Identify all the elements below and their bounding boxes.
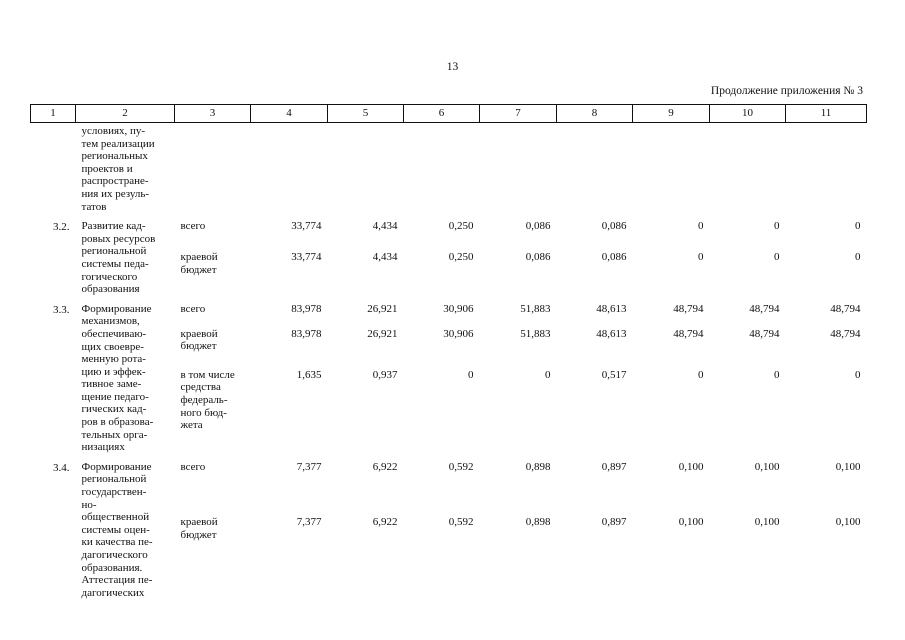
- amount-cell: 0,517: [601, 368, 627, 381]
- empty-cell: [404, 123, 480, 214]
- amount-cell: 48,794: [673, 302, 704, 315]
- column-number: 4: [251, 105, 328, 123]
- column-number: 5: [328, 105, 404, 123]
- amount-cell: 0,100: [754, 515, 780, 528]
- amount-cell: 0,086: [525, 251, 551, 263]
- item-name-line: тем реализации: [81, 137, 155, 150]
- column-number: 1: [31, 105, 76, 123]
- amount-cell: 0: [774, 251, 780, 263]
- empty-cell: [633, 123, 710, 214]
- funding-source-line: федераль-: [180, 393, 228, 406]
- amount-cell: 0: [774, 368, 780, 381]
- empty-cell: [786, 123, 867, 214]
- item-name-line: региональных: [81, 150, 148, 163]
- amount-cell: 0: [698, 251, 704, 263]
- item-name-line: щих своевре-: [81, 340, 144, 353]
- funding-source-line: краевой: [180, 515, 218, 528]
- item-name-line: образования.: [81, 561, 143, 574]
- funding-source-line: в том числе: [180, 368, 235, 381]
- page-number: 13: [446, 61, 459, 73]
- table-body: [31, 123, 867, 600]
- amount-cell: 48,613: [596, 302, 627, 315]
- amount-cell: 0: [545, 368, 551, 381]
- funding-source-line: ного бюд-: [180, 406, 227, 419]
- empty-cell: [31, 123, 76, 214]
- item-name-line: татов: [81, 200, 107, 213]
- item-name-line: гогического: [81, 270, 138, 283]
- amount-cell: 0,937: [372, 368, 398, 381]
- item-name-line: Развитие кад-: [81, 220, 146, 233]
- amount-cell: 33,774: [291, 251, 322, 263]
- amount-cell: 0,898: [525, 515, 551, 528]
- item-name-line: системы педа-: [81, 257, 149, 270]
- funding-source: [175, 245, 251, 296]
- item-name-line: региональной: [81, 473, 147, 486]
- column-number: 9: [633, 105, 710, 123]
- funding-source-line: бюджет: [180, 263, 217, 276]
- item-name-line: ров в образова-: [81, 416, 154, 429]
- amount-cell: 0: [698, 220, 704, 233]
- amount-cell: 0,100: [835, 515, 861, 528]
- amount-cell: 0: [774, 220, 780, 233]
- amount-cell: 51,883: [520, 302, 551, 315]
- amount-cell: 0,086: [601, 220, 627, 233]
- funding-source: [175, 296, 251, 322]
- amount-cell: 48,794: [830, 327, 861, 340]
- item-name-line: проектов и: [81, 162, 133, 175]
- amount-cell: 1,635: [296, 368, 322, 381]
- amount-cell: 0: [468, 368, 474, 381]
- amount-cell: 7,377: [296, 460, 322, 473]
- item-name-line: низациях: [81, 441, 125, 454]
- column-number: 2: [76, 105, 175, 123]
- item-name-line: тельных орга-: [81, 428, 148, 441]
- item-name-line: менную рота-: [81, 353, 146, 366]
- item-name-line: ровых ресурсов: [81, 232, 156, 245]
- item-name: [76, 454, 175, 600]
- funding-source-line: краевой: [180, 327, 218, 340]
- item-name-line: дагогических: [81, 586, 145, 599]
- amount-cell: 0,592: [448, 515, 474, 528]
- appendix-table: [30, 104, 867, 599]
- column-number-row: [31, 105, 867, 123]
- amount-cell: 0,086: [601, 251, 627, 263]
- item-name-line: обеспечиваю-: [81, 327, 147, 340]
- item-name-line: условиях, пу-: [81, 125, 146, 137]
- funding-source-line: всего: [180, 460, 206, 473]
- item-name-line: распростране-: [81, 175, 149, 188]
- funding-source: [175, 213, 251, 245]
- funding-source: [175, 322, 251, 363]
- item-name-line: государствен-: [81, 486, 147, 499]
- amount-cell: 0,897: [601, 460, 627, 473]
- amount-cell: 26,921: [367, 327, 398, 340]
- funding-source-line: всего: [180, 302, 206, 315]
- amount-cell: 4,434: [372, 251, 398, 263]
- funding-source: [175, 510, 251, 599]
- amount-cell: 0,100: [754, 460, 780, 473]
- column-number: 7: [480, 105, 557, 123]
- amount-cell: 0,100: [835, 460, 861, 473]
- amount-cell: 0: [855, 220, 861, 233]
- funding-source-line: средства: [180, 381, 221, 394]
- amount-cell: 0,250: [448, 220, 474, 233]
- empty-cell: [328, 123, 404, 214]
- item-name-line: но-: [81, 498, 97, 511]
- item-name-line: щение педаго-: [81, 390, 149, 403]
- continuation-caption: Продолжение приложения № 3: [710, 85, 863, 97]
- empty-cell: [175, 123, 251, 214]
- amount-cell: 0,100: [678, 515, 704, 528]
- amount-cell: 6,922: [372, 460, 398, 473]
- amount-cell: 0,100: [678, 460, 704, 473]
- amount-cell: 0: [855, 368, 861, 381]
- amount-cell: 48,794: [749, 302, 780, 315]
- item-name: [76, 213, 175, 296]
- column-number: 10: [710, 105, 786, 123]
- item-name-line: тивное заме-: [81, 378, 142, 391]
- funding-source: [175, 454, 251, 510]
- funding-source-line: бюджет: [180, 340, 217, 353]
- column-number: 11: [786, 105, 867, 123]
- item-name-line: общественной: [81, 511, 150, 524]
- item-name-line: образования: [81, 283, 140, 296]
- item-number: 3.4.: [53, 461, 70, 474]
- item-name-line: региональной: [81, 245, 147, 258]
- table-row: [31, 296, 867, 322]
- amount-cell: 0,086: [525, 220, 551, 233]
- item-name-line: Формирование: [81, 302, 152, 315]
- item-name-line: ки качества пе-: [81, 536, 153, 549]
- column-number: 6: [404, 105, 480, 123]
- item-name-line: системы оцен-: [81, 523, 150, 536]
- amount-cell: 26,921: [367, 302, 398, 315]
- item-name-line: гических кад-: [81, 403, 147, 416]
- empty-cell: [557, 123, 633, 214]
- amount-cell: 6,922: [372, 515, 398, 528]
- item-number: 3.2.: [53, 221, 70, 234]
- amount-cell: 83,978: [291, 302, 322, 315]
- item-name-line: Аттестация пе-: [81, 574, 153, 587]
- amount-cell: 30,906: [443, 302, 474, 315]
- table-row: [31, 454, 867, 510]
- amount-cell: 48,613: [596, 327, 627, 340]
- item-name-line: механизмов,: [81, 315, 140, 328]
- amount-cell: 33,774: [291, 220, 322, 233]
- amount-cell: 48,794: [673, 327, 704, 340]
- item-name: [76, 123, 175, 214]
- empty-cell: [710, 123, 786, 214]
- item-name-line: дагогического: [81, 549, 148, 561]
- amount-cell: 0,897: [601, 515, 627, 528]
- amount-cell: 0,250: [448, 251, 474, 263]
- amount-cell: 51,883: [520, 327, 551, 340]
- amount-cell: 7,377: [296, 515, 322, 528]
- funding-source-line: жета: [180, 419, 203, 432]
- amount-cell: 83,978: [291, 327, 322, 340]
- item-name-line: Формирование: [81, 460, 152, 473]
- item-name-line: ния их резуль-: [81, 187, 150, 200]
- amount-cell: 0,898: [525, 460, 551, 473]
- amount-cell: 48,794: [749, 327, 780, 340]
- column-number: 3: [175, 105, 251, 123]
- continuation-fragment-row: [31, 123, 867, 214]
- item-name-line: цию и эффек-: [81, 365, 146, 378]
- funding-source-line: краевой: [180, 251, 218, 263]
- item-number: 3.3.: [53, 303, 70, 316]
- item-name: [76, 296, 175, 454]
- empty-cell: [251, 123, 328, 214]
- column-number: 8: [557, 105, 633, 123]
- empty-cell: [480, 123, 557, 214]
- amount-cell: 0: [698, 368, 704, 381]
- funding-source: [175, 363, 251, 454]
- table-row: [31, 213, 867, 245]
- appendix-table-container: [30, 104, 866, 599]
- amount-cell: 0: [855, 251, 861, 263]
- amount-cell: 30,906: [443, 327, 474, 340]
- funding-source-line: всего: [180, 220, 206, 233]
- funding-source-line: бюджет: [180, 528, 217, 541]
- amount-cell: 48,794: [830, 302, 861, 315]
- amount-cell: 0,592: [448, 460, 474, 473]
- amount-cell: 4,434: [372, 220, 398, 233]
